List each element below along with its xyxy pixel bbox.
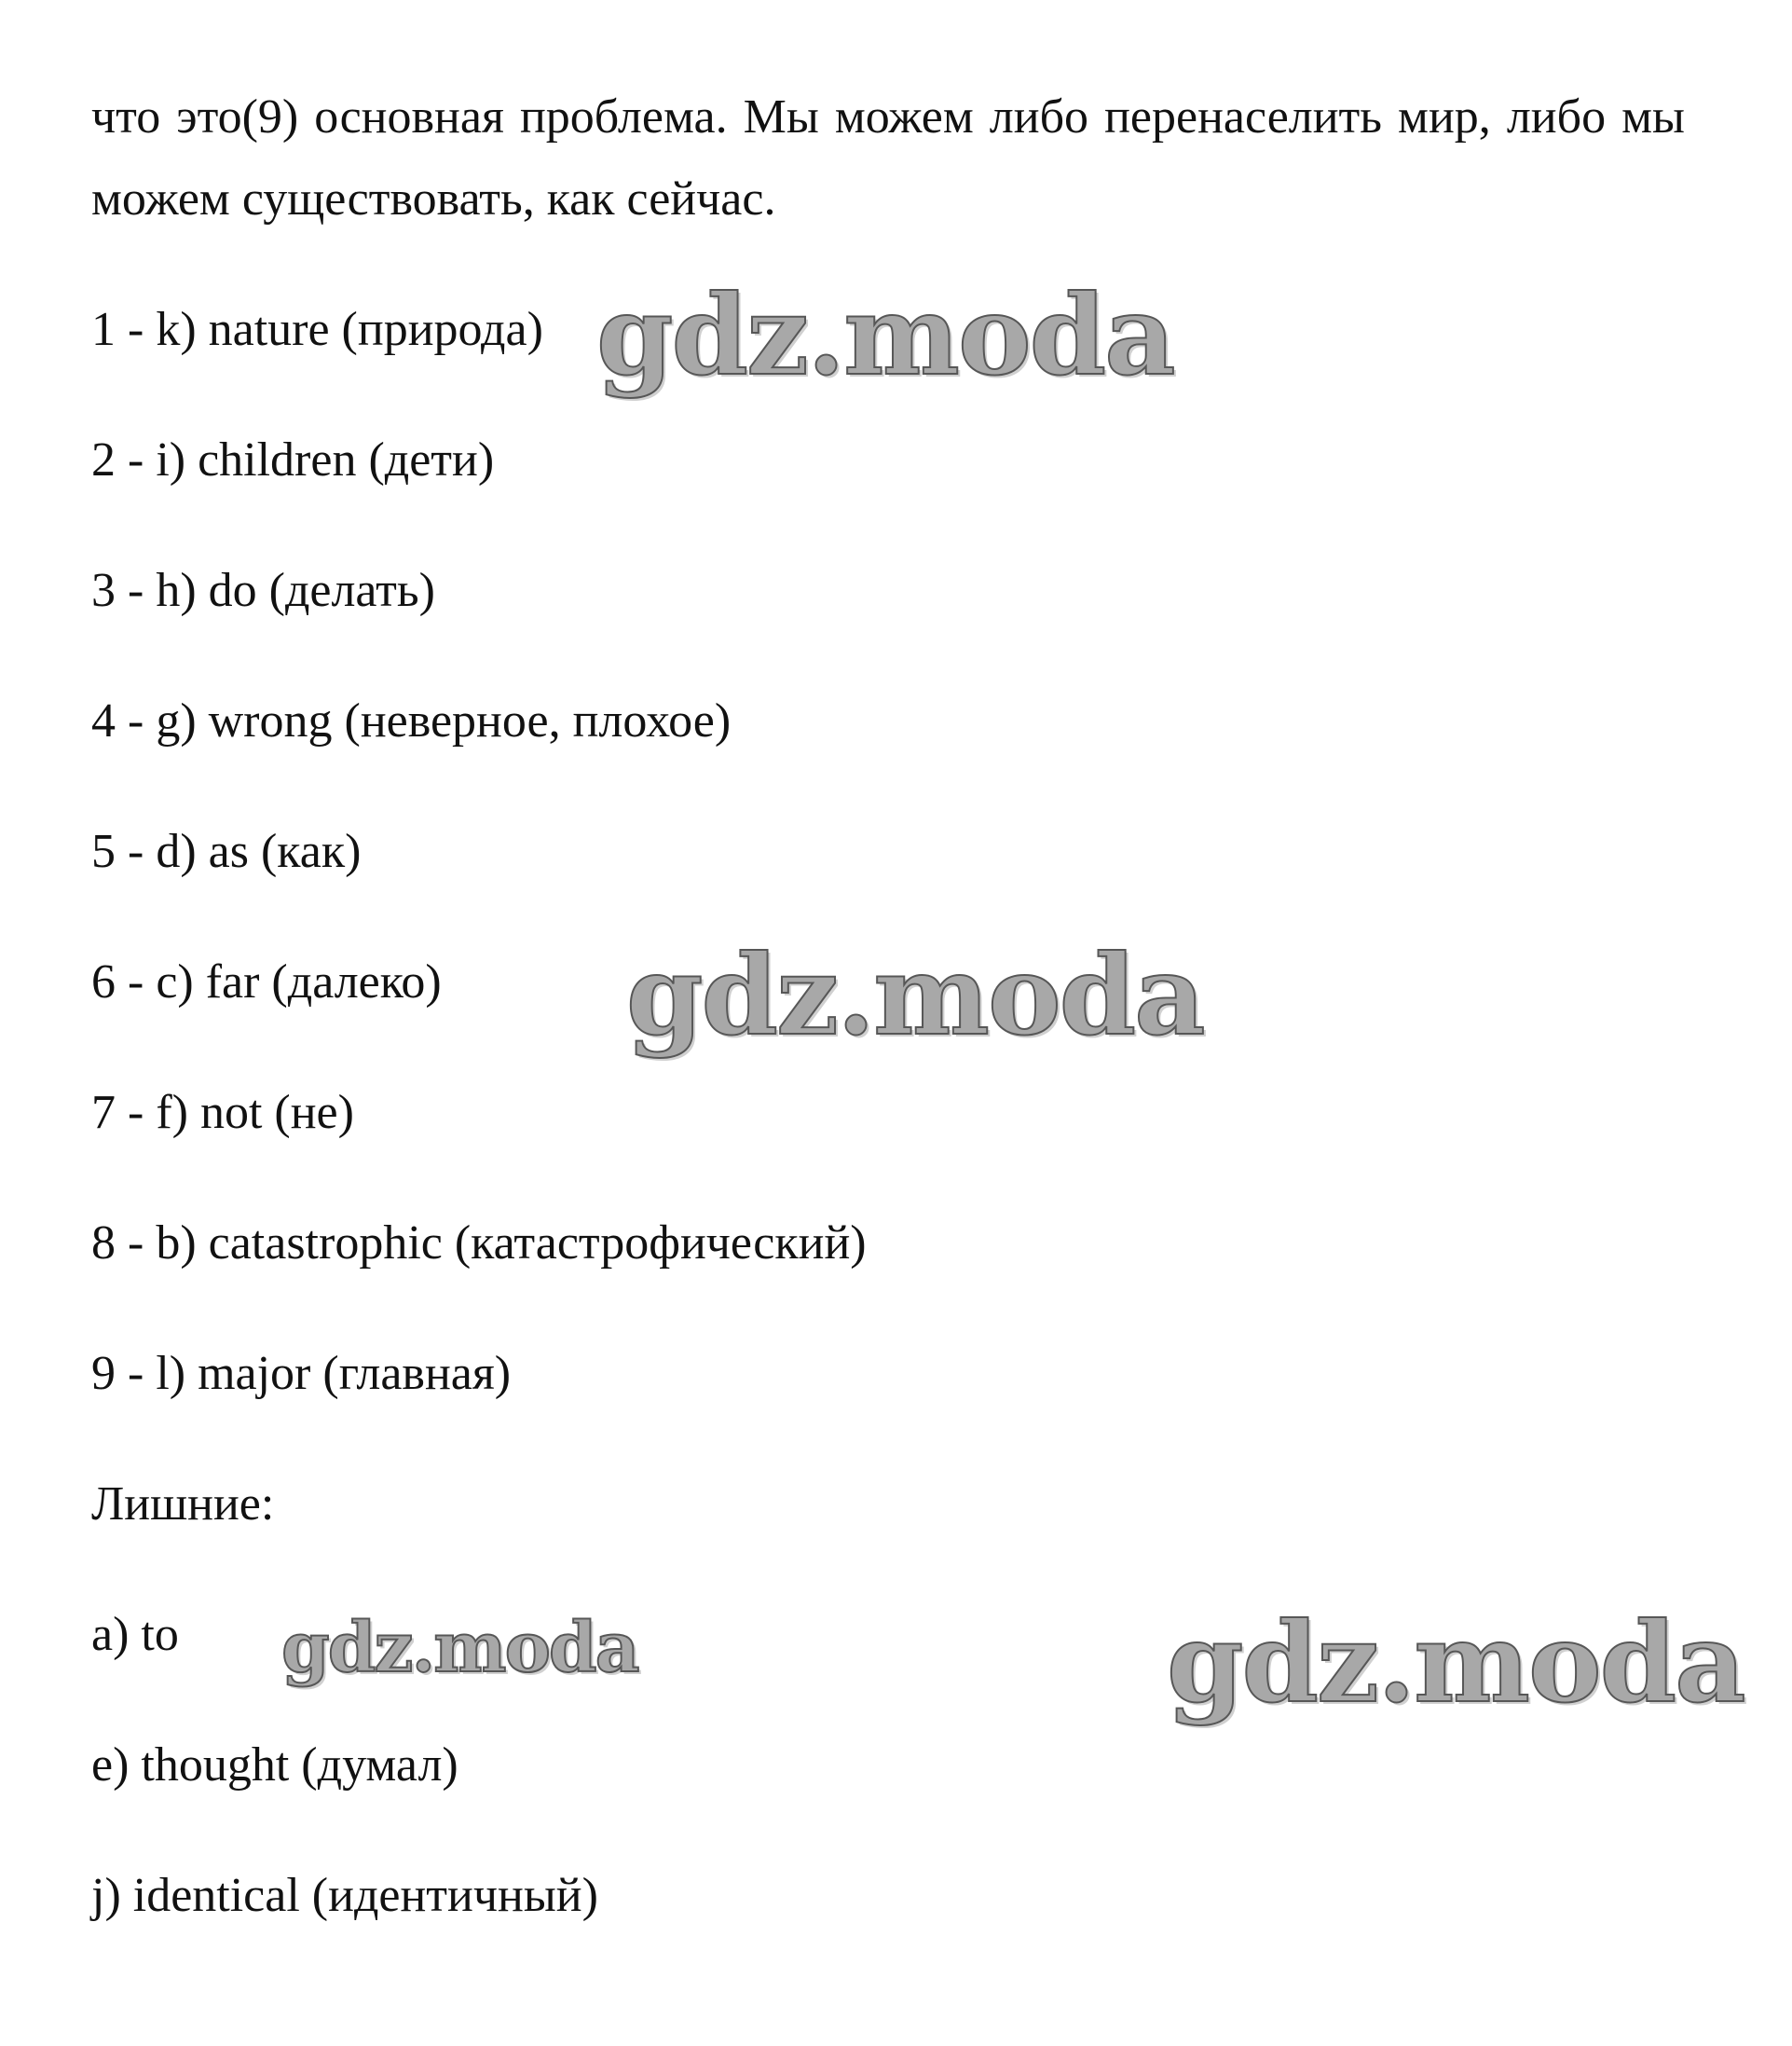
- watermark-logo: gdz.moda: [1167, 1598, 1744, 1727]
- watermark-logo: gdz.moda: [596, 270, 1174, 400]
- watermark-logo: gdz.moda: [626, 930, 1204, 1060]
- match-line-7: 7 - f) not (не): [91, 1086, 354, 1139]
- extras-heading: Лишние:: [91, 1477, 275, 1531]
- match-line-4: 4 - g) wrong (неверное, плохое): [91, 694, 732, 748]
- intro-paragraph: что это(9) основная проблема. Мы можем либо перенаселить мир, либо мы можем существовать, как сейчас.: [91, 90, 1685, 226]
- match-line-5: 5 - d) as (как): [91, 825, 362, 878]
- match-line-6: 6 - c) far (далеко): [91, 955, 442, 1009]
- match-line-8: 8 - b) catastrophic (катастрофический): [91, 1216, 867, 1270]
- extra-line-a: a) to: [91, 1608, 179, 1661]
- extra-line-j: j) identical (идентичный): [91, 1869, 598, 1922]
- watermark-logo: gdz.moda: [281, 1608, 638, 1688]
- extra-line-e: e) thought (думал): [91, 1738, 458, 1792]
- match-line-3: 3 - h) do (делать): [91, 564, 435, 617]
- match-line-9: 9 - l) major (главная): [91, 1347, 512, 1400]
- match-line-1: 1 - k) nature (природа): [91, 303, 543, 356]
- match-line-2: 2 - i) children (дети): [91, 433, 495, 487]
